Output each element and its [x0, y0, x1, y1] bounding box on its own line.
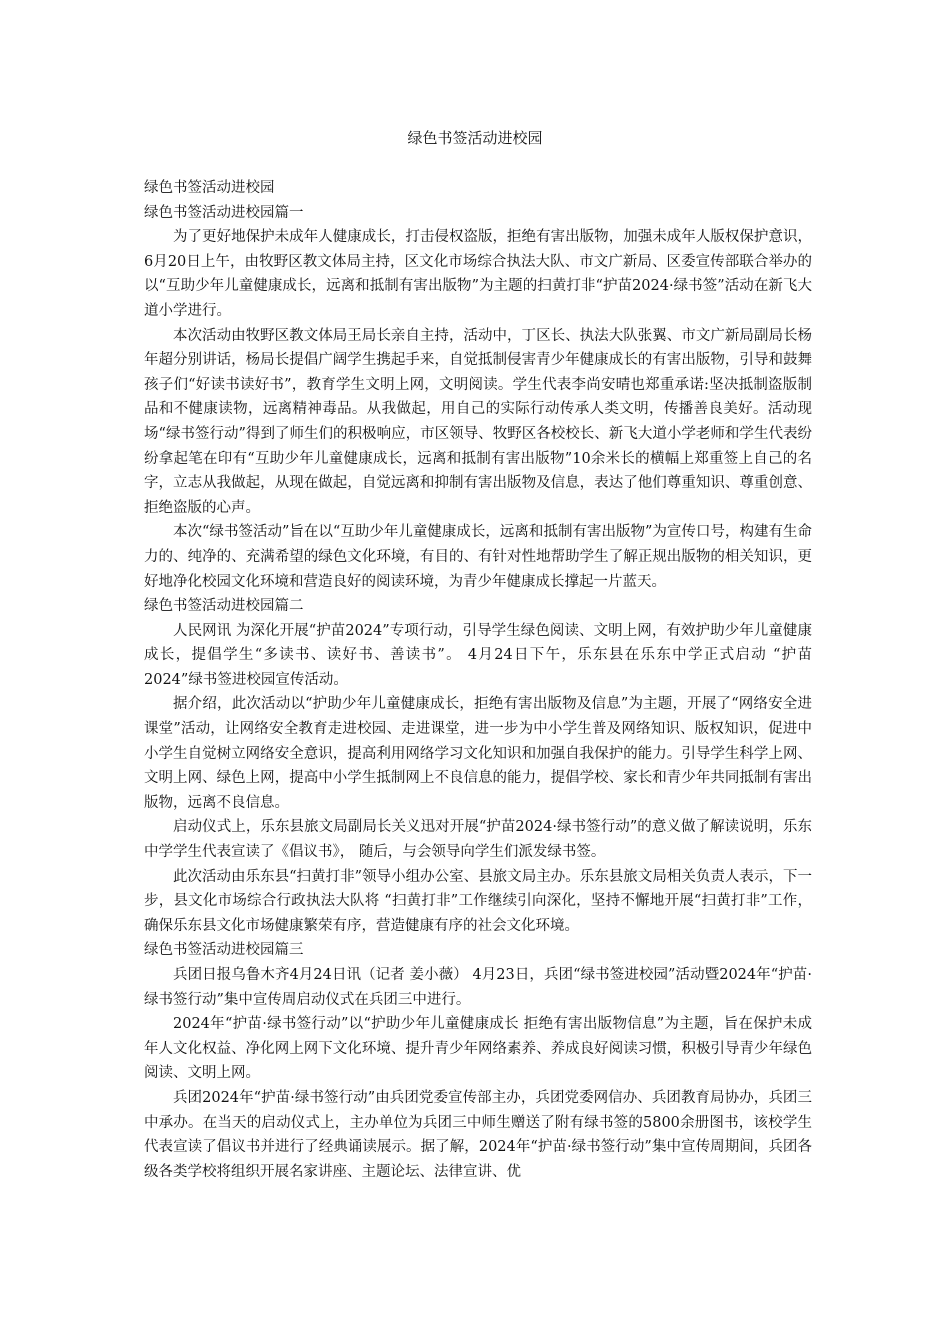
section-heading: 绿色书签活动进校园篇二	[144, 598, 304, 615]
paragraph: 为了更好地保护未成年人健康成长，打击侵权盗版，拒绝有害出版物，加强未成年人版权保护意识，6月20日上午，由牧野区教文体局主持，区文化市场综合执法大队、市文广新局、区委宣传部联合举办的以“互助少年儿童健康成长，远离和抵制有害出版物”为主题的扫黄打非“护苗2024·绿书签”活动在新飞大道小学进行。	[144, 229, 812, 319]
paragraph: 兵团日报乌鲁木齐4月24日讯（记者 姜小薇） 4月23日，兵团“绿书签进校园”活动暨2024年“护苗·绿书签行动”集中宣传周启动仪式在兵团三中进行。	[144, 967, 812, 1008]
document-title: 绿色书签活动进校园	[407, 129, 543, 147]
section-3	[144, 938, 812, 1184]
paragraph: 本次“绿书签活动”旨在以“互助少年儿童健康成长，远离和抵制有害出版物”为宣传口号，构建有生命力的、纯净的、充满希望的绿色文化环境，有目的、有针对性地帮助学生了解正规出版物的相关知识，更好地净化校园文化环境和营造良好的阅读环境，为青少年健康成长撑起一片蓝天。	[144, 524, 812, 590]
section-heading: 绿色书签活动进校园篇三	[144, 942, 304, 959]
document-subtitle: 绿色书签活动进校园	[144, 180, 275, 196]
document-body	[144, 176, 812, 1184]
paragraph: 启动仪式上，乐东县旅文局副局长关义迅对开展“护苗2024·绿书签行动”的意义做了解读说明，乐东中学学生代表宣读了《倡议书》， 随后，与会领导向学生们派发绿书签。	[144, 819, 812, 861]
paragraph: 据介绍，此次活动以“护助少年儿童健康成长，拒绝有害出版物及信息”为主题，开展了“网络安全进课堂”活动，让网络安全教育走进校园、走进课堂，进一步为中小学生普及网络知识、版权知识，促进中小学生自觉树立网络安全意识，提高利用网络学习文化知识和加强自我保护的能力。引导学生科学上网、文明上网、绿色上网，提高中小学生抵制网上不良信息的能力，提倡学校、家长和青少年共同抵制有害出版物，远离不良信息。	[144, 696, 812, 811]
paragraph: 2024年“护苗·绿书签行动”以“护助少年儿童健康成长 拒绝有害出版物信息”为主题，旨在保护未成年人文化权益、净化网上网下文化环境、提升青少年网络素养、养成良好阅读习惯，积极引导青少年绿色阅读、文明上网。	[144, 1016, 812, 1082]
section-heading: 绿色书签活动进校园篇一	[144, 204, 304, 221]
paragraph: 本次活动由牧野区教文体局王局长亲自主持，活动中，丁区长、执法大队张翼、市文广新局副局长杨年超分别讲话，杨局长提倡广阔学生携起手来，自觉抵制侵害青少年健康成长的有害出版物，引导和鼓舞孩子们“好读书读好书”，教育学生文明上网，文明阅读。学生代表李尚安晴也郑重承诺:坚决抵制盗版制品和不健康读物，远离精神毒品。从我做起，用自己的实际行动传承人类文明，传播善良美好。活动现场“绿书签行动”得到了师生们的积极响应，市区领导、牧野区各校校长、新飞大道小学老师和学生代表纷纷拿起笔在印有“互助少年儿童健康成长，远离和抵制有害出版物”10余米长的横幅上郑重签上自己的名字，立志从我做起，从现在做起，自觉远离和抑制有害出版物及信息，表达了他们尊重知识、尊重创意、拒绝盗版的心声。	[144, 327, 812, 516]
section-2	[144, 594, 812, 938]
paragraph: 人民网讯 为深化开展“护苗2024”专项行动，引导学生绿色阅读、文明上网，有效护助少年儿童健康成长，提倡学生“多读书、读好书、善读书”。 4月24日下午，乐东县在乐东中学正式启动 “护苗2024”绿书签进校园宣传活动。	[144, 622, 812, 688]
paragraph: 兵团2024年“护苗·绿书签行动”由兵团党委宣传部主办，兵团党委网信办、兵团教育局协办，兵团三中承办。在当天的启动仪式上，主办单位为兵团三中师生赠送了附有绿书签的5800余册图书，该校学生代表宣读了倡议书并进行了经典诵读展示。据了解，2024年“护苗·绿书签行动”集中宣传周期间，兵团各级各类学校将组织开展名家讲座、主题论坛、法律宣讲、优	[144, 1089, 812, 1180]
section-1	[144, 201, 812, 595]
paragraph: 此次活动由乐东县“扫黄打非”领导小组办公室、县旅文局主办。乐东县旅文局相关负责人表示，下一步，县文化市场综合行政执法大队将 “扫黄打非”工作继续引向深化，坚持不懈地开展“扫黄打非”工作，确保乐东县文化市场健康繁荣有序，营造健康有序的社会文化环境。	[144, 868, 812, 934]
